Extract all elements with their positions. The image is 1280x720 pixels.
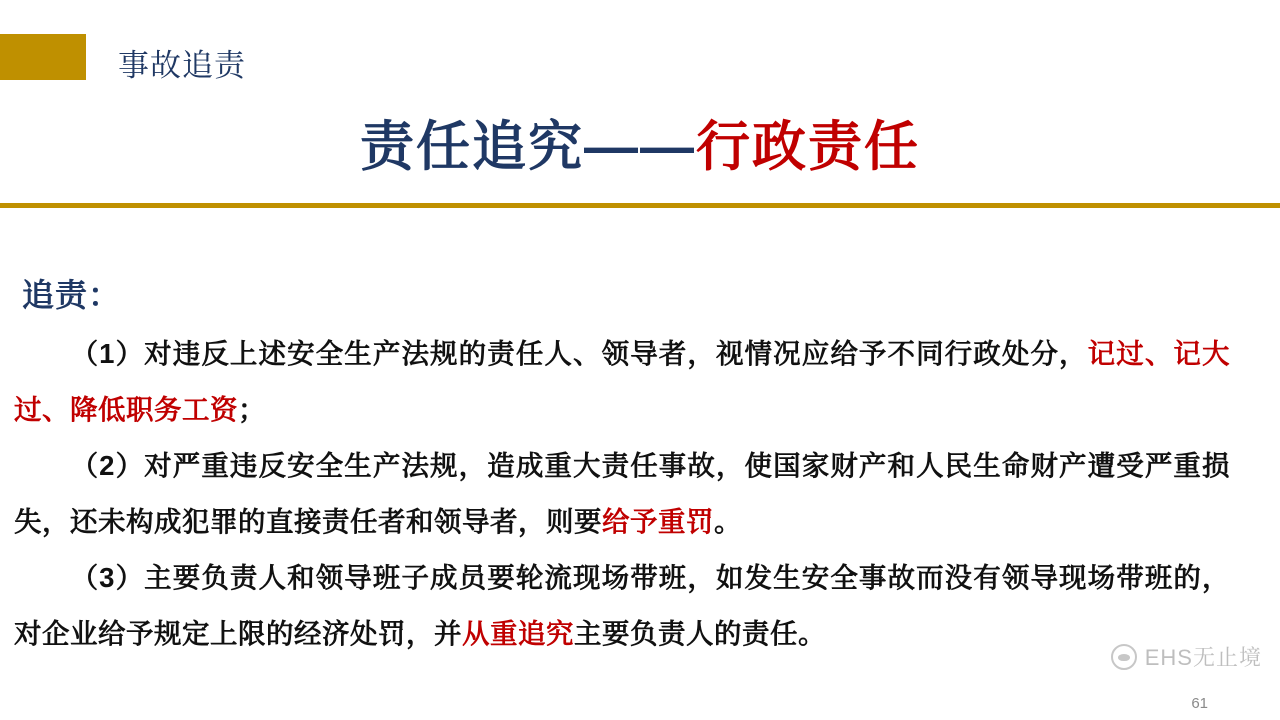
body-paragraph-1 bbox=[14, 326, 1230, 438]
body-lead: 追责： bbox=[22, 277, 122, 313]
slide-header bbox=[0, 0, 1280, 208]
page-title-accent: 行政责任 bbox=[696, 117, 920, 177]
gold-square-marker-icon bbox=[0, 34, 86, 80]
paragraph-2-segment-2: 给予重罚 bbox=[602, 506, 714, 537]
paragraph-3-segment-1: （3）主要负责人和领导班子成员要轮流现场带班，如发生安全事故而没有领导现场带班的，对企业给予规定上限的经济处罚，并 bbox=[14, 562, 1230, 649]
paragraph-1-segment-3: ； bbox=[238, 394, 266, 425]
paragraph-2-segment-1: （2）对严重违反安全生产法规，造成重大责任事故，使国家财产和人民生命财产遭受严重损失，还未构成犯罪的直接责任者和领导者，则要 bbox=[14, 450, 1230, 537]
watermark-label: EHS无止境 bbox=[1144, 645, 1262, 670]
slide-body bbox=[0, 208, 1280, 720]
page-title bbox=[0, 104, 1280, 181]
body-paragraph-2 bbox=[14, 438, 1230, 550]
paragraph-3-segment-2: 从重追究 bbox=[462, 618, 574, 649]
page-number: 61 bbox=[1191, 695, 1208, 712]
paragraph-2-segment-3: 。 bbox=[714, 506, 742, 537]
paragraph-1-segment-1: （1）对违反上述安全生产法规的责任人、领导者，视情况应给予不同行政处分， bbox=[70, 338, 1088, 369]
paragraph-3-segment-3: 主要负责人的责任。 bbox=[574, 618, 826, 649]
header-label: 事故追责 bbox=[118, 48, 246, 83]
paragraph-1-segment-2: 记过、记大过、降低职务工资 bbox=[14, 338, 1231, 425]
body-paragraph-3 bbox=[14, 550, 1230, 662]
watermark bbox=[1111, 641, 1262, 672]
page-title-main: 责任追究—— bbox=[360, 117, 696, 177]
wechat-logo-icon bbox=[1111, 644, 1137, 670]
